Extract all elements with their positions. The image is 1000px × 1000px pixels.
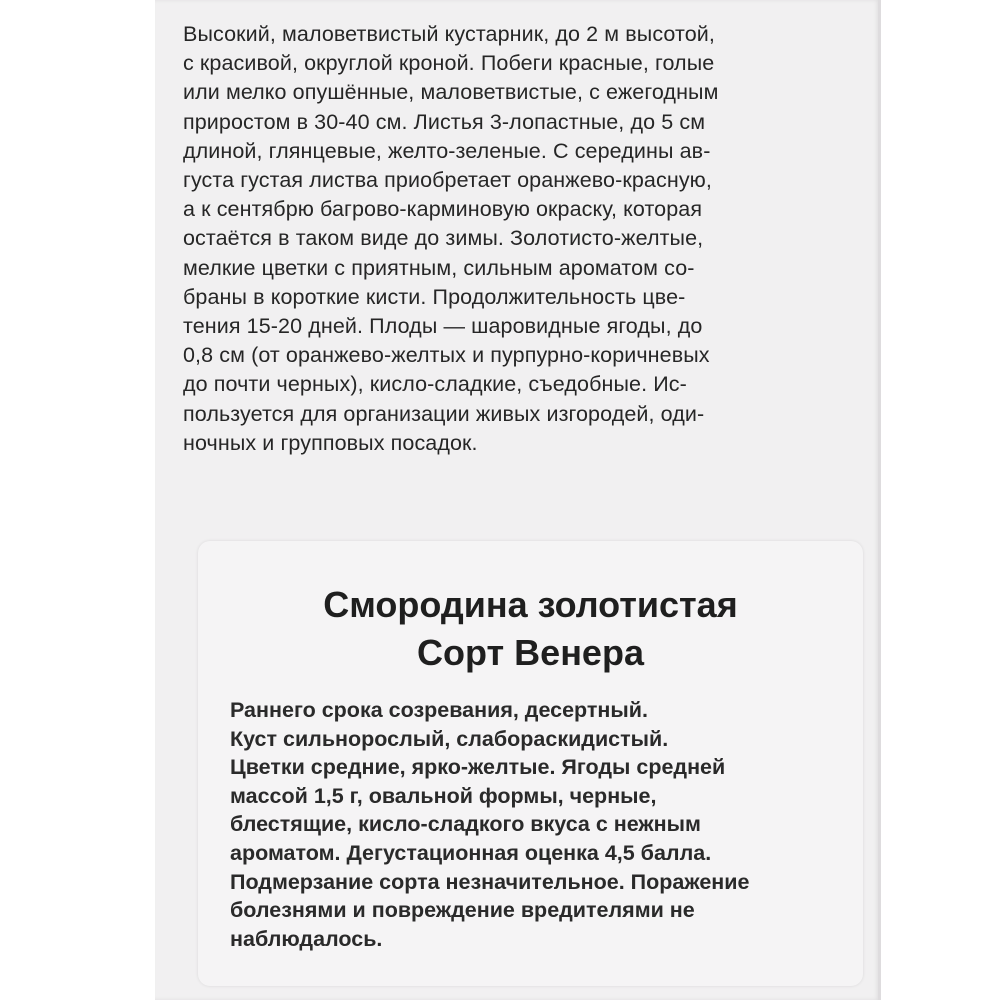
variety-description-line: болезнями и повреждение вредителями не xyxy=(230,898,695,923)
variety-description-line: Подмерзание сорта незначительное. Поражение xyxy=(230,869,750,894)
description-line: мелкие цветки с приятным, сильным ароматом со- xyxy=(183,255,695,280)
description-line: пользуется для организации живых изгородей, оди- xyxy=(183,401,705,426)
description-line: ночных и групповых посадок. xyxy=(183,430,478,455)
variety-description-line: ароматом. Дегустационная оценка 4,5 балла. xyxy=(230,840,712,865)
variety-description xyxy=(230,696,850,953)
description-line: или мелко опушённые, маловетвистые, с ежегодным xyxy=(183,80,719,105)
description-line: с красивой, округлой кроной. Побеги красные, голые xyxy=(183,51,715,76)
variety-description-line: массой 1,5 г, овальной формы, черные, xyxy=(230,783,657,808)
variety-description-line: блестящие, кисло-сладкого вкуса с нежным xyxy=(230,812,701,837)
description-line: браны в короткие кисти. Продолжительность цве- xyxy=(183,284,686,309)
description-line: а к сентябрю багрово-карминовую окраску, которая xyxy=(183,197,703,222)
variety-title-line-1: Смородина золотистая xyxy=(323,584,738,625)
description-line: остаётся в таком виде до зимы. Золотисто-желтые, xyxy=(183,226,704,251)
description-line: густа густая листва приобретает оранжево-красную, xyxy=(183,168,712,193)
variety-description-line: Раннего срока созревания, десертный. xyxy=(230,698,648,722)
variety-description-line: Цветки средние, ярко-желтые. Ягоды средней xyxy=(230,755,726,780)
description-line: 0,8 см (от оранжево-желтых и пурпурно-коричневых xyxy=(183,343,710,368)
variety-description-line: Куст сильнорослый, слабораскидистый. xyxy=(230,726,669,751)
variety-title xyxy=(198,581,863,677)
species-description xyxy=(183,20,843,458)
description-line: Высокий, маловетвистый кустарник, до 2 м высотой, xyxy=(183,22,715,46)
variety-description-line: наблюдалось. xyxy=(230,926,383,951)
variety-sticker-label xyxy=(198,541,863,986)
description-line: тения 15-20 дней. Плоды — шаровидные ягоды, до xyxy=(183,314,703,339)
description-line: до почти черных), кисло-сладкие, съедобные. Ис- xyxy=(183,372,687,397)
description-line: длиной, глянцевые, желто-зеленые. С середины ав- xyxy=(183,138,711,163)
variety-title-line-2: Сорт Венера xyxy=(417,632,644,673)
description-line: приростом в 30-40 см. Листья 3-лопастные, до 5 см xyxy=(183,109,706,134)
package-panel-edge xyxy=(878,0,881,1000)
